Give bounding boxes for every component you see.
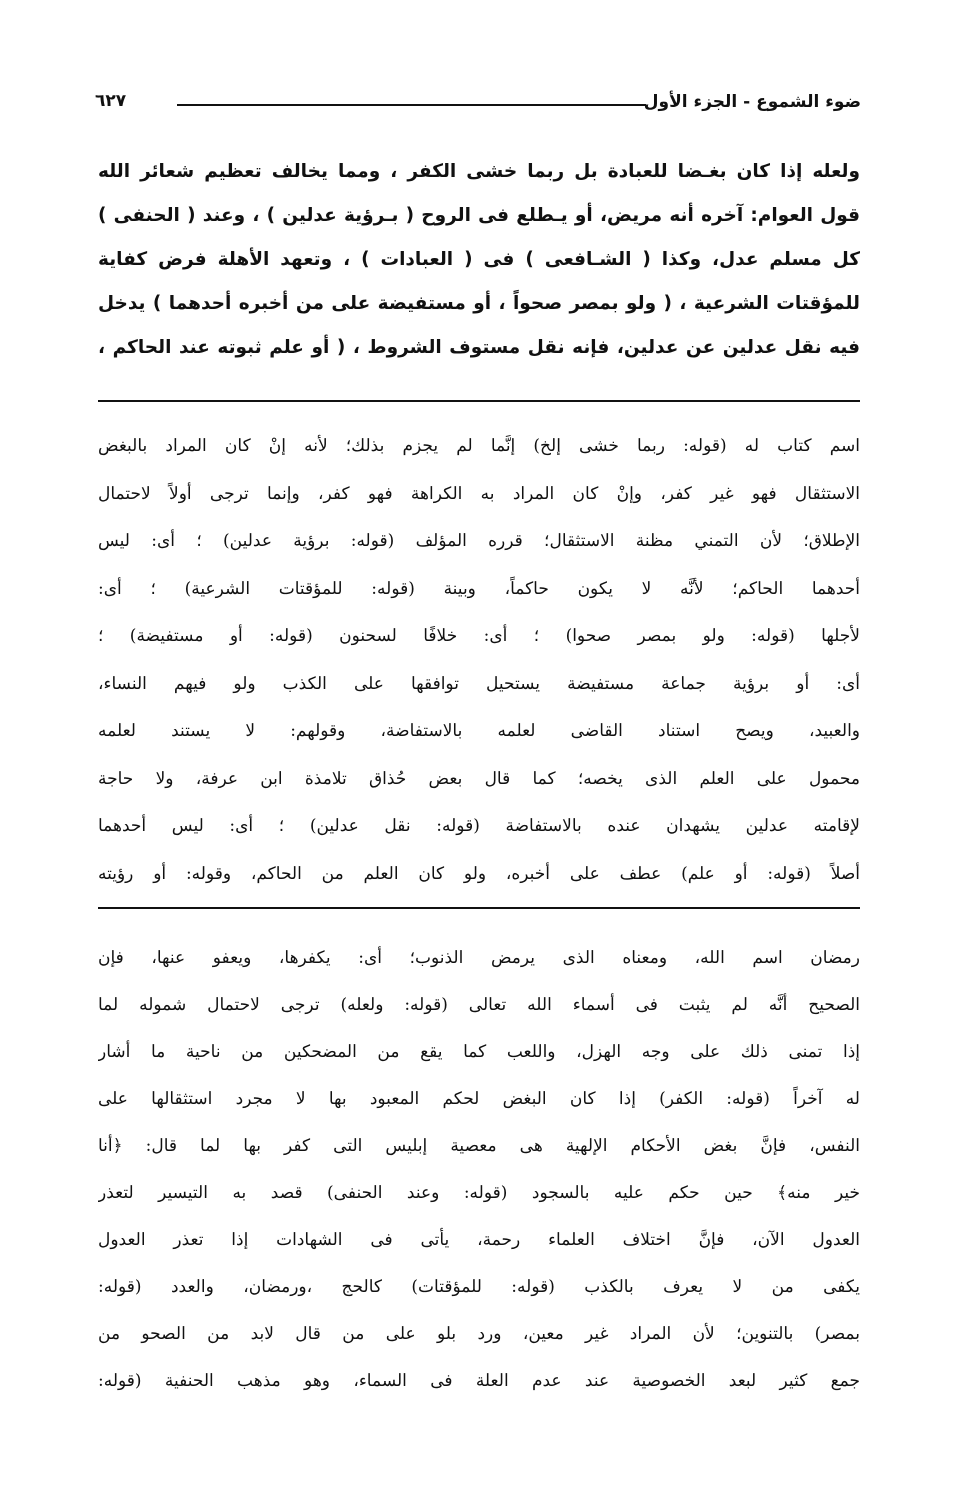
section-divider [98,400,860,402]
commentary-line: اسم كتاب له (قوله: ربما خشى إلخ) إنَّما لم يجزم بذلك؛ لأنه إنْ كان المراد بالبغض [98,436,860,456]
commentary-line: بمصر) بالتنوين؛ لأن المراد غير معين، ورد بلو على من قال لابد من الصحو من [98,1324,860,1344]
header-rule [177,104,646,106]
commentary-second [98,935,860,1405]
commentary-line: النفس، فإنَّ بغض الأحكام الإلهية هى معصية إبليس التى كفر بها لما قال: ﴿أنا [98,1136,860,1156]
commentary-line: لإقامته عدلين يشهدان عنده بالاستفاضة (قوله: نقل عدلين) ؛ أى: ليس أحدهما [98,816,860,836]
commentary-line: رمضان اسم الله، ومعناه الذى يرمض الذنوب؛ أى: يكفرها، ويعفو عنها، فإن [98,948,860,968]
commentary-line: يكفى من لا يعرف بالكذب (قوله: للمؤقتات) كالحج ،ورمضان، والعدد (قوله: [98,1277,860,1297]
commentary-line: الصحيح أنَّه لم يثبت فى أسماء الله تعالى (قوله: ولعله) ترجى لاحتمال شموله لما [98,995,860,1015]
commentary-line: خير منه﴾ حين حكم عليه بالسجود (قوله: وعند الحنفى) قصد به التيسير لتعذر [98,1183,860,1203]
commentary-line: جمع كثير لبعد الخصوصية عند عدم العلة فى السماء، وهو مذهب الحنفية (قوله: [98,1371,860,1391]
commentary-line: إذا تمنى ذلك على وجه الهزل، واللعب كما يقع من المضحكين من ناحية ما أشار [98,1042,860,1062]
commentary-line: أصلاً (قوله: أو علم) عطف على أخبره، ولو كان العلم من الحاكم، وقوله: أو رؤيته [98,863,860,884]
header-title: ضوء الشموع - الجزء الأول [643,92,861,112]
commentary-line: أحدهما الحاكم؛ لأنَّه لا يكون حاكماً، وبينة (قوله: للمؤقتات الشرعية) ؛ أى: [98,578,860,599]
main-line: قول العوام: آخره أنه مريض، أو يـطلع فى الروح ( بـرؤية عدلين ) ، وعند ( الحنفى ) [98,205,860,226]
running-header [95,88,861,122]
commentary-line: له آخراً (قوله: الكفر) إذا كان البغض لحكم المعبود بها لا مجرد استثقالها على [98,1089,860,1109]
commentary-first [98,423,860,898]
commentary-line: محمول على العلم الذى يخصه؛ كما قال بعض حُذاق تلامذة ابن عرفة، ولا حاجة [98,768,860,789]
commentary-line: لأجلها (قوله: ولو بمصر صحوا) ؛ أى: خلافًا لسحنون (قوله: أو مستفيضة) ؛ [98,626,860,646]
section-divider [98,907,860,909]
main-text [98,150,860,370]
main-line: فيه نقل عدلين عن عدلين، فإنه نقل مستوف الشروط ، ( أو علم ثبوته عند الحاكم ، [98,337,860,358]
commentary-line: الاستثقال فهو غير كفر، وإنْ كان المراد به الكراهة فهو كفر، وإنما ترجى أولاً لاحتمال [98,483,860,504]
commentary-line: الإطلاق؛ لأن التمني مظنة الاستثقال؛ قرره المؤلف (قوله: برؤية عدلين) ؛ أى: ليس [98,531,860,551]
commentary-line: العدول الآن، فإنَّ اختلاف العلماء رحمة، يأتى فى الشهادات إذا تعذر العدول [98,1230,860,1250]
commentary-line: والعبيد، ويصح استناد القاضى لعلمه بالاستفاضة، وقولهم: لا يستند لعلمه [98,721,860,741]
main-line: كل مسلم عدل، وكذا ( الشـافعى ) فى ( العبادات ) ، وتعهد الأهلة فرض كفاية [98,249,860,270]
page-number: ٦٢٧ [95,91,127,111]
main-line: للمؤقتات الشرعية ، ( ولو بمصر صحواً ، أو مستفيضة على من أخبره أحدهما ) يدخل [98,293,860,314]
commentary-line: أى: أو برؤية جماعة مستفيضة يستحيل توافقها على الكذب ولو فيهم النساء، [98,673,860,694]
main-line: ولعله إذا كان بغـضا للعبادة بل ربما خشى الكفر ، ومما يخالف تعظيم شعائر الله [98,161,860,182]
